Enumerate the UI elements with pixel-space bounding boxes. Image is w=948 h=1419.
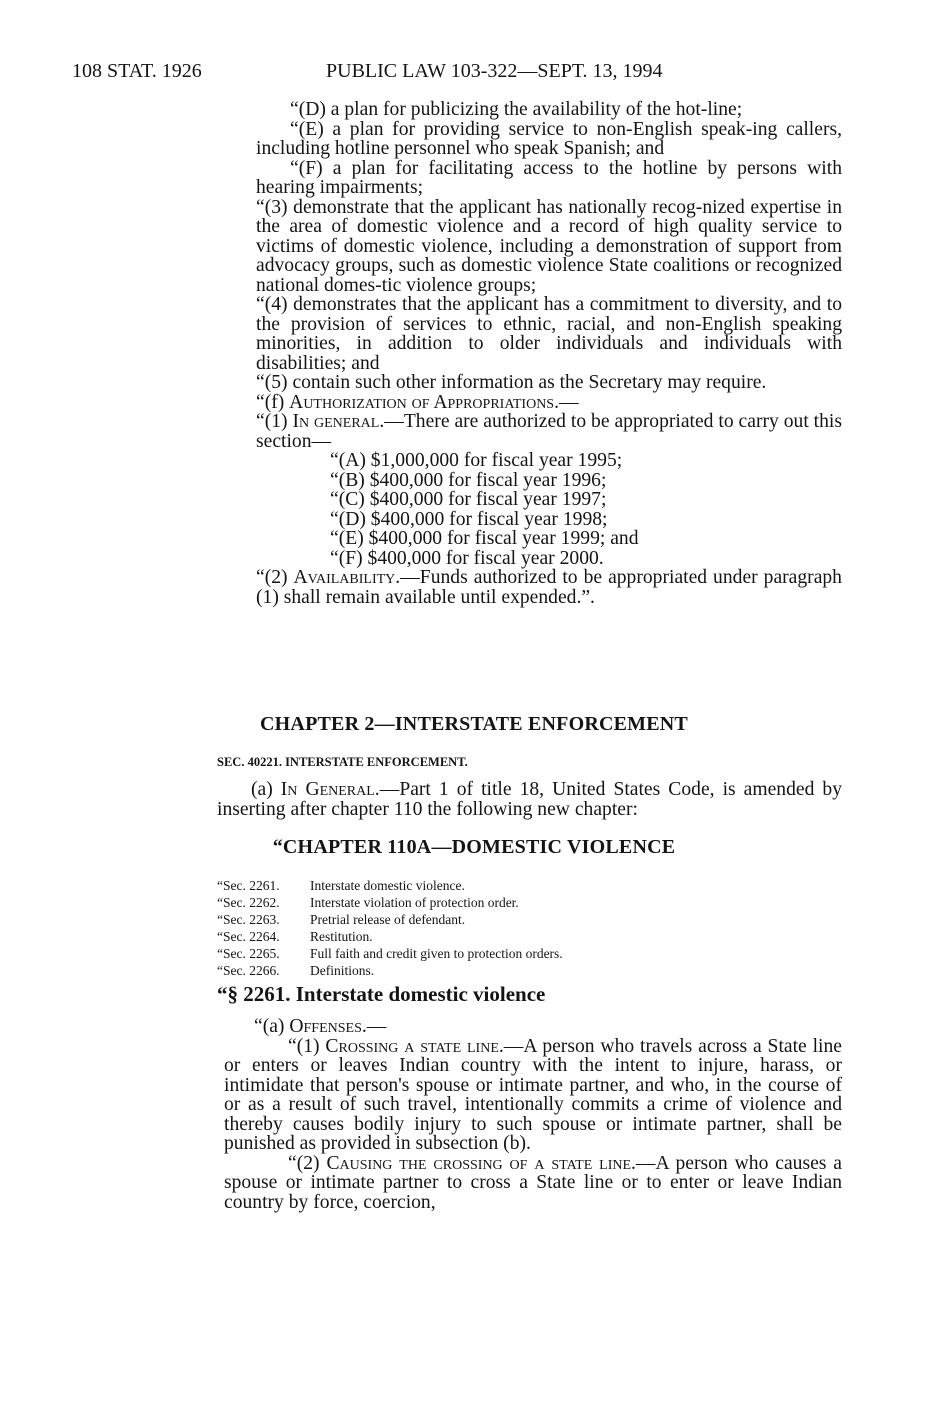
section-2261-title: “§ 2261. Interstate domestic violence [217,982,546,1006]
paragraph-5: “(5) contain such other information as the Secretary may require. [256,372,767,393]
section-2261-body [224,1016,842,1213]
paragraph-3: “(3) demonstrate that the applicant has nationally recog-nized expertise in the area of domestic violence and a record of high quality service to victims of domestic violence, including a demonstration of support from advocacy groups, such as domestic violence State coalitions or recognized national domes-tic violence groups; [256,196,842,296]
offenses-heading: “(a) Offenses.— [254,1016,387,1037]
appropriation-item: “(F) $400,000 for fiscal year 2000. [330,547,604,569]
section-40221-body [217,780,842,819]
authorization-heading: “(f) Authorization of Appropriations.— [256,391,579,413]
chapter-110a-title: “CHAPTER 110A—DOMESTIC VIOLENCE [272,836,676,858]
appropriation-item: “(E) $400,000 for fiscal year 1999; and [330,528,639,549]
chapter-2-title: CHAPTER 2—INTERSTATE ENFORCEMENT [260,713,688,735]
toc-row: “Sec. 2261. Interstate domestic violence. [217,878,465,893]
paragraph-e: “(E) a plan for providing service to non-English speak-ing callers, including hotline personnel who speak Spanish; and [256,118,842,159]
toc-row: “Sec. 2265. Full faith and credit given to protection orders. [217,946,563,961]
in-general-paragraph: (a) In General.—Part 1 of title 18, United States Code, is amended by inserting after chapter 110 the following new chapter: [217,779,843,820]
authorization-para-1: “(1) In general.—There are authorized to be appropriated to carry out this section— [256,411,842,452]
paragraph-f: “(F) a plan for facilitating access to the hotline by persons with hearing impairments; [256,157,842,198]
appropriation-item: “(D) $400,000 for fiscal year 1998; [330,508,608,530]
appropriation-item: “(C) $400,000 for fiscal year 1997; [330,489,607,510]
page-law-title: PUBLIC LAW 103-322—SEPT. 13, 1994 [326,60,663,82]
continued-provisions [256,100,842,607]
chapter-table-of-sections [217,877,563,979]
toc-row: “Sec. 2263. Pretrial release of defendant. [217,912,466,927]
toc-row: “Sec. 2264. Restitution. [217,929,373,944]
toc-row: “Sec. 2266. Definitions. [217,963,375,978]
section-40221-heading: SEC. 40221. INTERSTATE ENFORCEMENT. [217,755,468,769]
crossing-state-line-paragraph: “(1) Crossing a state line.—A person who travels across a State line or enters or leaves Indian country with the intent to injure, harass, or intimidate that person's spouse or intimate partner, and who, in the course of or as a result of such travel, intentionally commits a crime of violence and thereby causes bodily injury to such spouse or intimate partner, shall be punished as provided in subsection (b). [224,1035,842,1154]
page-stat-number: 108 STAT. 1926 [72,60,202,82]
authorization-para-2: “(2) Availability.—Funds authorized to be appropriated under paragraph (1) shall remain available until expended.”. [256,567,842,608]
paragraph-d: “(D) a plan for publicizing the availability of the hot-line; [290,99,743,120]
appropriation-item: “(A) $1,000,000 for fiscal year 1995; [330,450,623,471]
appropriation-item: “(B) $400,000 for fiscal year 1996; [330,469,607,491]
paragraph-4: “(4) demonstrates that the applicant has a commitment to diversity, and to the provision of services to ethnic, racial, and non-English speaking minorities, in addition to older individuals and individuals with disabilities; and [256,294,842,374]
causing-crossing-paragraph: “(2) Causing the crossing of a state line.—A person who causes a spouse or intimate partner to cross a State line or to enter or leave Indian country by force, coercion, [224,1152,842,1213]
toc-row: “Sec. 2262. Interstate violation of protection order. [217,895,519,910]
